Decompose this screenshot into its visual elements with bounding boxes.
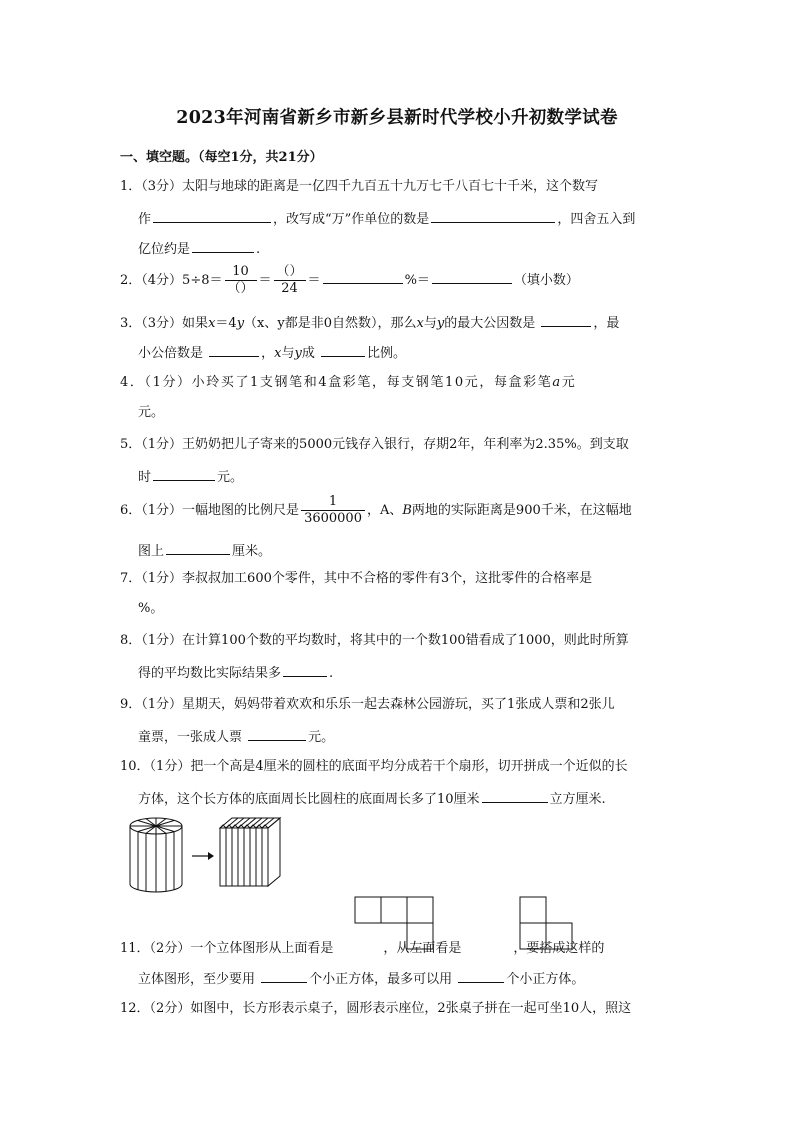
q3-var-y2: y: [436, 316, 445, 331]
q3-text-c: （x、y都是非0自然数），那么: [244, 316, 417, 331]
q3-text-e: 的最大公因数是: [444, 316, 536, 331]
q3-text-j: 成: [301, 346, 315, 361]
q8-text-a: （1分）在计算100个数的平均数时，将其中的一个数100错看成了1000，则此时所算: [141, 633, 629, 648]
q1-text-b: 作: [138, 212, 152, 227]
q2-text-c: %＝: [404, 273, 430, 288]
q8-text-c: .: [329, 666, 334, 681]
q10-blank-volume[interactable]: [482, 788, 548, 803]
q1-line3: [138, 238, 260, 259]
q3-text-d: 与: [423, 316, 437, 331]
q8-blank-diff[interactable]: [283, 662, 327, 677]
q7-text-b: %。: [138, 601, 164, 616]
q8-line2: [138, 662, 333, 683]
q3-text-f: ，最: [593, 316, 620, 331]
q3-blank-ratio[interactable]: [321, 342, 365, 357]
q3-blank-lcm[interactable]: [209, 342, 259, 357]
q3-text-g: 小公倍数是: [138, 346, 204, 361]
q2-blank-percent[interactable]: [323, 269, 403, 284]
q6-text-c: 两地的实际距离是900千米，在这幅地: [411, 503, 632, 518]
q11-text-b: ，从左面看是: [383, 941, 462, 956]
q11-blank-max[interactable]: [458, 968, 504, 983]
q7-number: 7．: [120, 571, 142, 586]
q4-text-a: （1分）小玲买了1支钢笔和4盒彩笔，每支钢笔10元，每盒彩笔: [144, 375, 553, 390]
q10-line1: [120, 758, 628, 776]
q9-number: 9．: [120, 697, 142, 712]
q4-line2: [138, 404, 164, 422]
q8-text-b: 得的平均数比实际结果多: [138, 666, 282, 681]
q10-number: 10．: [120, 759, 150, 774]
q10-cylinder-figure: [128, 816, 308, 898]
q2-text-a: （4分）5÷8＝: [141, 273, 223, 288]
q2-text-b: ＝: [307, 273, 321, 288]
q11-text-e: 个小正方体，最多可以用: [309, 972, 453, 987]
q10-text-a: （1分）把一个高是4厘米的圆柱的底面平均分成若干个扇形，切开拼成一个近似的长: [149, 759, 628, 774]
q1-blank-yi[interactable]: [192, 238, 254, 253]
q3-line2: [138, 342, 406, 363]
q1-text-c: ，改写成“万”作单位的数是: [273, 212, 430, 227]
q1-text-e: 亿位约是: [138, 242, 191, 257]
q9-text-b: 童票，一张成人票: [138, 730, 243, 745]
q1-blank-written[interactable]: [153, 208, 271, 223]
q1-line1: [120, 178, 598, 196]
q4-line1: [120, 374, 576, 392]
q11-number: 11．: [120, 941, 150, 956]
q9-blank-price[interactable]: [248, 726, 306, 741]
q6-scale-fraction: [301, 494, 365, 527]
q8-number: 8．: [120, 633, 142, 648]
q3-var-x: x: [208, 316, 216, 331]
q7-text-a: （1分）李叔叔加工600个零件，其中不合格的零件有3个，这批零件的合格率是: [141, 571, 593, 586]
q11-text-a: （2分）一个立体图形从上面看是: [149, 941, 334, 956]
q6-line2: [138, 540, 271, 561]
q11-blank-min[interactable]: [261, 968, 307, 983]
q11-text-f: 个小正方体。: [506, 972, 585, 987]
q5-text-c: 元。: [217, 470, 244, 485]
q6-blank-distance[interactable]: [166, 540, 230, 555]
q12-number: 12．: [120, 1001, 150, 1016]
q11-text-d: 立体图形，至少要用: [138, 972, 256, 987]
q6-number: 6．: [120, 503, 142, 518]
q6-text-e: 厘米。: [232, 544, 272, 559]
q5-line1: [120, 436, 629, 454]
q3-text-a: （3分）如果: [141, 316, 209, 331]
q3-var-x2: x: [416, 316, 424, 331]
q12-line1: [120, 1000, 631, 1018]
q3-text-b: ＝4: [215, 316, 237, 331]
q1-number: 1．: [120, 179, 142, 194]
q2-fraction-1: [225, 264, 257, 297]
q9-text-c: 元。: [308, 730, 335, 745]
q2-eq: ＝: [258, 273, 272, 288]
q12-text-a: （2分）如图中，长方形表示桌子，圆形表示座位，2张桌子拼在一起可坐10人，照这: [149, 1001, 632, 1016]
q2-f1-numerator: 10: [225, 264, 257, 281]
q2-fraction-2: [274, 264, 306, 297]
q7-line2: [138, 600, 163, 618]
q6-text-b: ，A、: [366, 503, 403, 518]
q11-text-c: ，要搭成这样的: [513, 941, 605, 956]
q10-line2: [138, 788, 606, 809]
q5-text-b: 时: [138, 470, 152, 485]
q6-text-a: （1分）一幅地图的比例尺是: [141, 503, 300, 518]
q2-number: 2．: [120, 273, 142, 288]
q10-text-b: 方体，这个长方体的底面周长比圆柱的底面周长多了10厘米: [138, 792, 480, 807]
q11-line1: [120, 940, 604, 958]
q4-var-a: a: [552, 375, 562, 390]
q4-number: 4．: [120, 375, 145, 390]
q2-line: [120, 264, 579, 298]
q3-line1: [120, 312, 619, 333]
q1-text-a: （3分）太阳与地球的距离是一亿四千九百五十九万七千八百七十千米，这个数写: [141, 179, 599, 194]
q5-blank-amount[interactable]: [153, 466, 215, 481]
q2-blank-decimal[interactable]: [432, 269, 512, 284]
q8-line1: [120, 632, 629, 650]
q5-line2: [138, 466, 243, 487]
q5-text-a: （1分）王奶奶把儿子寄来的5000元钱存入银行，存期2年，年利率为2.35%。到支取: [141, 437, 629, 452]
q9-text-a: （1分）星期天，妈妈带着欢欢和乐乐一起去森林公园游玩，买了1张成人票和2张儿: [141, 697, 615, 712]
q6-var-b: B: [402, 503, 412, 518]
q6-line1: [120, 494, 632, 528]
section-heading: 一、填空题。（每空1分，共21分）: [120, 150, 323, 165]
q4-text-c: 元。: [138, 405, 165, 420]
q3-text-i: 与: [281, 346, 295, 361]
q3-text-h: ，: [261, 346, 275, 361]
q3-text-k: 比例。: [367, 346, 407, 361]
q2-text-d: （填小数）: [513, 273, 579, 288]
q3-number: 3．: [120, 316, 142, 331]
q6-text-d: 图上: [138, 544, 165, 559]
q11-line2: [138, 968, 584, 989]
q7-line1: [120, 570, 592, 588]
q9-line2: [138, 726, 334, 747]
q9-line1: [120, 696, 615, 714]
q1-text-f: .: [256, 242, 261, 257]
q2-f1-denominator[interactable]: （）: [227, 281, 254, 296]
q1-blank-wan[interactable]: [431, 208, 555, 223]
q3-var-x3: x: [274, 346, 282, 361]
q5-number: 5．: [120, 437, 142, 452]
q1-line2: [138, 208, 635, 229]
q3-var-y: y: [236, 316, 245, 331]
q2-f2-numerator[interactable]: （）: [274, 264, 306, 281]
q2-f2-denominator: 24: [281, 281, 298, 296]
q4-text-b: 元: [561, 375, 577, 390]
page-title: 2023年河南省新乡市新乡县新时代学校小升初数学试卷: [176, 108, 618, 128]
q6-numerator: 1: [301, 494, 365, 511]
q3-blank-gcd[interactable]: [541, 312, 591, 327]
q10-text-c: 立方厘米.: [549, 792, 606, 807]
q1-text-d: ，四舍五入到: [557, 212, 636, 227]
q3-var-y3: y: [294, 346, 302, 361]
q6-denominator: 3600000: [304, 511, 362, 526]
